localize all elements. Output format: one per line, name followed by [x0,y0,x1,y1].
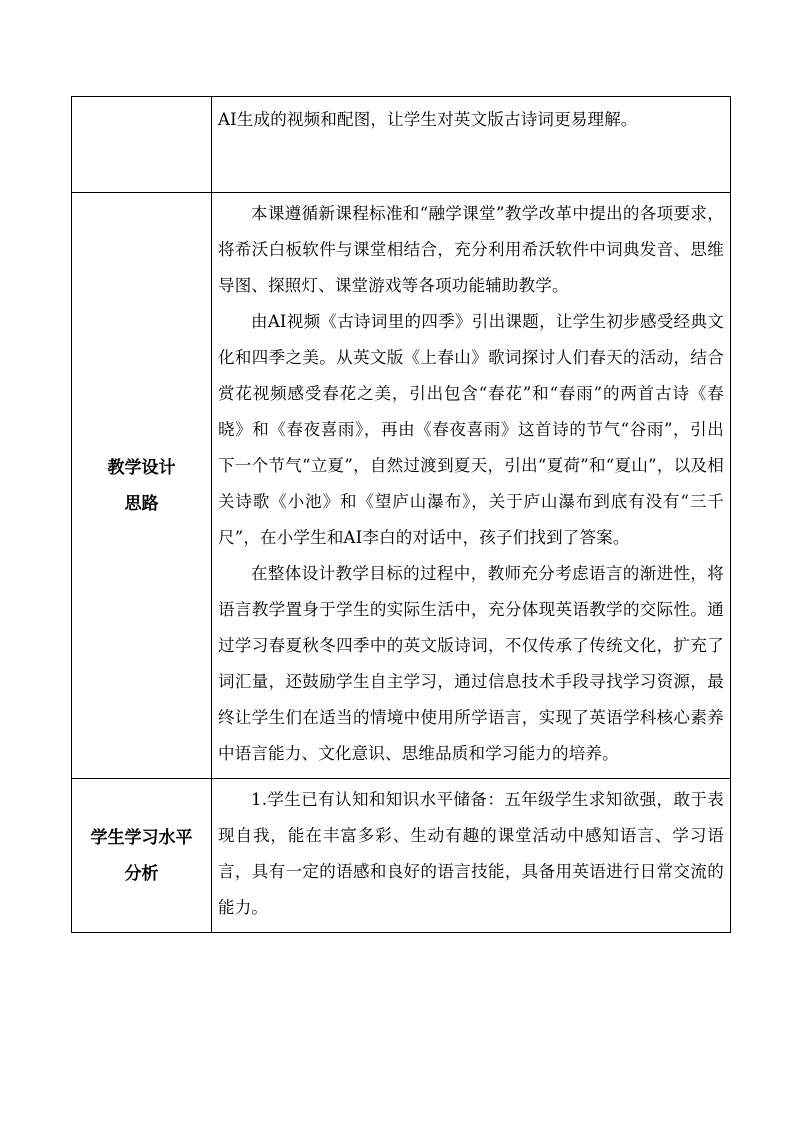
label-line: 教学设计 [107,457,176,478]
row-label [72,779,212,933]
paragraph: 由AI视频《古诗词里的四季》引出课题，让学生初步感受经典文化和四季之美。从英文版《上春山》歌词探讨人们春天的活动，结合赏花视频感受春花之美，引出包含“春花”和“春雨”的两首古诗《春晓》和《春夜喜雨》，再由《春夜喜雨》这首诗的节气“谷雨”，引出下一个节气“立夏”，自然过渡到夏天，引出“夏荷”和“夏山”，以及相关诗歌《小池》和《望庐山瀑布》，关于庐山瀑布到底有没有“三千尺”，在小学生和AI李白的对话中，孩子们找到了答案。 [218,312,724,547]
table-row [72,779,731,933]
row-content [212,193,731,779]
table-row [72,97,731,193]
paragraph: 本课遵循新课程标准和“融学课堂”教学改革中提出的各项要求，将希沃白板软件与课堂相结合，充分利用希沃软件中词典发音、思维导图、探照灯、课堂游戏等各项功能辅助教学。 [218,204,724,295]
label-line: 分析 [124,863,159,884]
row-label [72,193,212,779]
label-line: 学生学习水平 [90,827,193,848]
table-row [72,193,731,779]
row-label-empty [72,97,212,193]
design-table [71,96,731,933]
row-content [212,779,731,933]
paragraph: 1.学生已有认知和知识水平储备：五年级学生求知欲强，敢于表现自我，能在丰富多彩、生动有趣的课堂活动中感知语言、学习语言，具有一定的语感和良好的语言技能，具备用英语进行日常交流的能力。 [218,790,724,917]
row-content [212,97,731,193]
paragraph: 在整体设计教学目标的过程中，教师充分考虑语言的渐进性，将语言教学置身于学生的实际生活中，充分体现英语教学的交际性。通过学习春夏秋冬四季中的英文版诗词，不仅传承了传统文化，扩充了词汇量，还鼓励学生自主学习，通过信息技术手段寻找学习资源，最终让学生们在适当的情境中使用所学语言，实现了英语学科核心素养中语言能力、文化意识、思维品质和学习能力的培养。 [218,564,724,763]
label-line: 思路 [124,493,159,514]
paragraph: AI生成的视频和配图，让学生对英文版古诗词更易理解。 [218,110,638,129]
